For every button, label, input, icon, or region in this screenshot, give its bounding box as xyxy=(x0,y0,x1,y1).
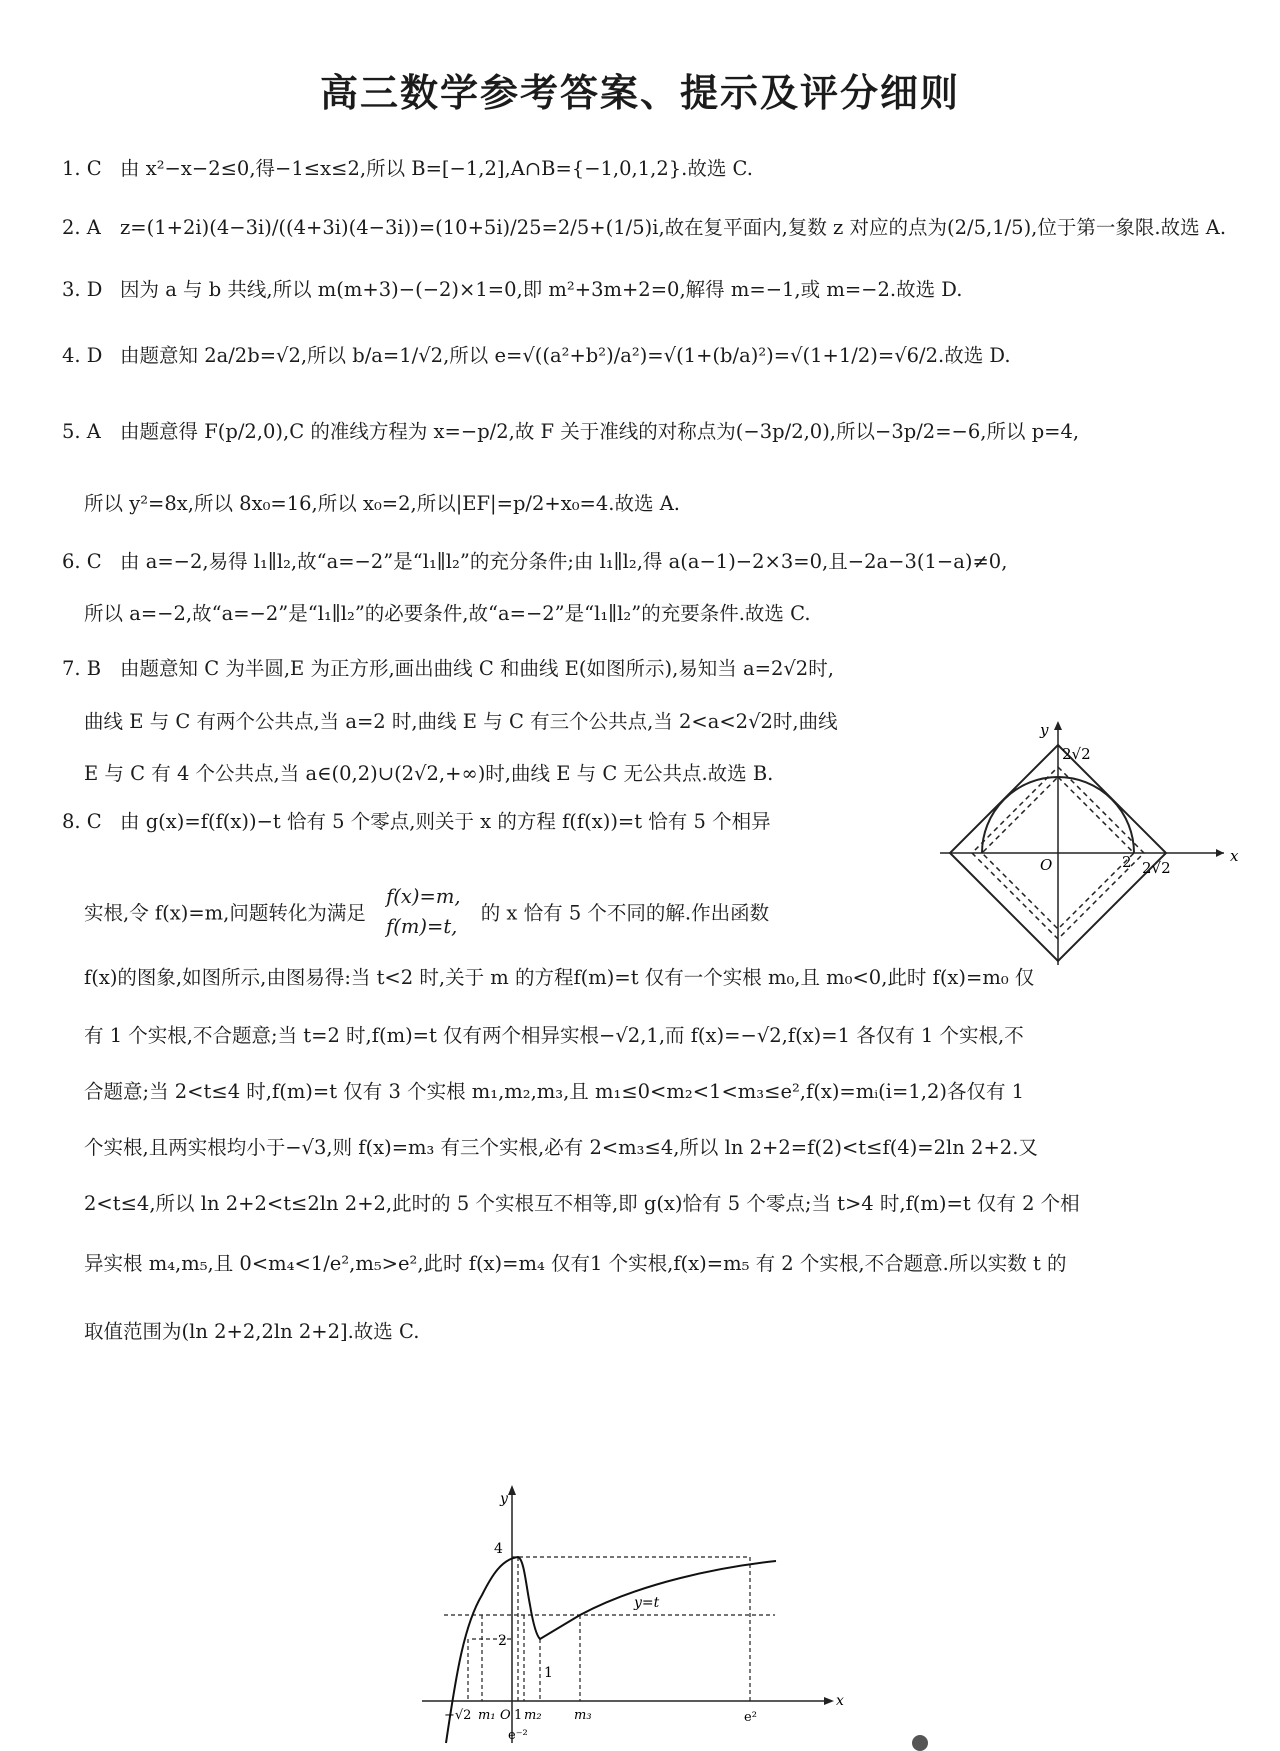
answer-8-line5: 合题意;当 2<t≤4 时,f(m)=t 仅有 3 个实根 m₁,m₂,m₃,且 m₁≤0<m₂<1<m₃≤e²,f(x)=mᵢ(i=1,2)各仅有 1 xyxy=(84,1080,1025,1103)
answer-number: 4. D xyxy=(62,344,103,367)
answer-7-cont: 曲线 E 与 C 有两个公共点,当 a=2 时,曲线 E 与 C 有三个公共点,当 2<a<2√2时,曲线 xyxy=(84,710,838,733)
y-axis-arrow xyxy=(1054,721,1062,730)
answer-2 xyxy=(62,214,1226,242)
label-e-neg2: e⁻² xyxy=(508,1728,528,1743)
y-axis-arrow xyxy=(508,1485,516,1495)
answer-number: 2. A xyxy=(62,216,101,239)
answer-text: z=(1+2i)(4−3i)/((4+3i)(4−3i))=(10+5i)/25=2/5+(1/5)i,故在复平面内,复数 z 对应的点为(2/5,1/5),位于第一象限.故选 A. xyxy=(120,216,1227,239)
answer-text: 因为 a 与 b 共线,所以 m(m+3)−(−2)×1=0,即 m²+3m+2=0,解得 m=−1,或 m=−2.故选 D. xyxy=(120,278,963,301)
answer-5-cont: 所以 y²=8x,所以 8x₀=16,所以 x₀=2,所以|EF|=p/2+x₀=4.故选 A. xyxy=(84,492,680,515)
label-y4: 4 xyxy=(494,1541,503,1557)
equation-2: f(m)=t, xyxy=(386,915,458,938)
answer-6 xyxy=(62,548,1007,576)
answer-7 xyxy=(62,655,834,683)
fig7-x-two-root: 2√2 xyxy=(1142,859,1171,877)
label-neg-root2: −√2 xyxy=(444,1708,472,1723)
x-axis-arrow xyxy=(824,1697,834,1705)
label-e2: e² xyxy=(744,1710,757,1725)
label-one-inner: 1 xyxy=(544,1665,553,1681)
answer-7-cont2: E 与 C 有 4 个公共点,当 a∈(0,2)∪(2√2,+∞)时,曲线 E 与 C 无公共点.故选 B. xyxy=(84,762,774,785)
page-title: 高三数学参考答案、提示及评分细则 xyxy=(319,71,960,115)
equation-1: f(x)=m, xyxy=(386,885,461,908)
answer-4 xyxy=(62,342,1011,370)
fig7-x-label: x xyxy=(1230,847,1239,865)
answer-text: 由题意知 2a/2b=√2,所以 b/a=1/√2,所以 e=√((a²+b²)/a²)=√(1+(b/a)²)=√(1+1/2)=√6/2.故选 D. xyxy=(120,344,1011,367)
equation-system xyxy=(386,882,460,942)
answer-text: 的 x 恰有 5 个不同的解.作出函数 xyxy=(480,901,770,925)
x-axis-arrow xyxy=(1216,849,1224,857)
figure-8-function-graph xyxy=(420,1475,860,1747)
page-dot-icon xyxy=(912,1735,928,1751)
answer-8-line8: 异实根 m₄,m₅,且 0<m₄<1/e²,m₅>e²,此时 f(x)=m₄ 仅有1 个实根,f(x)=m₅ 有 2 个实根,不合题意.所以实数 t 的 xyxy=(84,1252,1067,1275)
answer-8-line3: f(x)的图象,如图所示,由图易得:当 t<2 时,关于 m 的方程f(m)=t 仅有一个实根 m₀,且 m₀<0,此时 f(x)=m₀ 仅 xyxy=(84,966,1035,989)
fig7-x-two: 2 xyxy=(1122,853,1132,871)
label-origin: O xyxy=(500,1708,511,1723)
answer-text: 由题意知 C 为半圆,E 为正方形,画出曲线 C 和曲线 E(如图所示),易知当 a=2√2时, xyxy=(120,657,834,680)
answer-number: 1. C xyxy=(62,157,102,180)
answer-number: 6. C xyxy=(62,550,102,573)
answer-1 xyxy=(62,155,753,183)
answer-5 xyxy=(62,418,1079,446)
answer-number: 3. D xyxy=(62,278,103,301)
label-y-axis: y xyxy=(500,1491,508,1507)
answer-3 xyxy=(62,276,962,304)
label-x-axis: x xyxy=(836,1693,844,1709)
label-y-equals-t: y=t xyxy=(634,1595,660,1611)
answer-text: 由题意得 F(p/2,0),C 的准线方程为 x=−p/2,故 F 关于准线的对称点为(−3p/2,0),所以−3p/2=−6,所以 p=4, xyxy=(120,420,1080,443)
answer-text: 由 g(x)=f(f(x))−t 恰有 5 个零点,则关于 x 的方程 f(f(x))=t 恰有 5 个相异 xyxy=(120,810,771,833)
answer-text: 由 a=−2,易得 l₁∥l₂,故“a=−2”是“l₁∥l₂”的充分条件;由 l₁∥l₂,得 a(a−1)−2×3=0,且−2a−3(1−a)≠0, xyxy=(120,550,1008,573)
answer-text: 实根,令 f(x)=m,问题转化为满足 xyxy=(84,901,366,925)
figure-7-semicircle-square xyxy=(940,715,1240,967)
label-m1: m₁ xyxy=(478,1708,496,1723)
answer-8-line4: 有 1 个实根,不合题意;当 t=2 时,f(m)=t 仅有两个相异实根−√2,1,而 f(x)=−√2,f(x)=1 各仅有 1 个实根,不 xyxy=(84,1024,1024,1047)
answer-8 xyxy=(62,808,771,836)
fig7-y-label: y xyxy=(1040,721,1049,739)
answer-number: 7. B xyxy=(62,657,102,680)
label-y2: 2 xyxy=(498,1633,507,1649)
answer-6-cont: 所以 a=−2,故“a=−2”是“l₁∥l₂”的必要条件,故“a=−2”是“l₁∥l₂”的充要条件.故选 C. xyxy=(84,602,811,625)
answer-8-line9: 取值范围为(ln 2+2,2ln 2+2].故选 C. xyxy=(84,1320,420,1343)
label-x1: 1 xyxy=(514,1708,523,1723)
answer-number: 5. A xyxy=(62,420,101,443)
label-m2: m₂ xyxy=(524,1708,542,1723)
answer-8-cont xyxy=(84,884,769,944)
answer-number: 8. C xyxy=(62,810,102,833)
fig7-top-label: 2√2 xyxy=(1062,745,1091,763)
answer-8-line6: 个实根,且两实根均小于−√3,则 f(x)=m₃ 有三个实根,必有 2<m₃≤4,所以 ln 2+2=f(2)<t≤f(4)=2ln 2+2.又 xyxy=(84,1136,1038,1159)
answer-text: 由 x²−x−2≤0,得−1≤x≤2,所以 B=[−1,2],A∩B={−1,0,1,2}.故选 C. xyxy=(120,157,753,180)
fig7-origin: O xyxy=(1040,856,1053,874)
label-m3: m₃ xyxy=(574,1708,592,1723)
answer-8-line7: 2<t≤4,所以 ln 2+2<t≤2ln 2+2,此时的 5 个实根互不相等,即 g(x)恰有 5 个零点;当 t>4 时,f(m)=t 仅有 2 个相 xyxy=(84,1192,1080,1215)
